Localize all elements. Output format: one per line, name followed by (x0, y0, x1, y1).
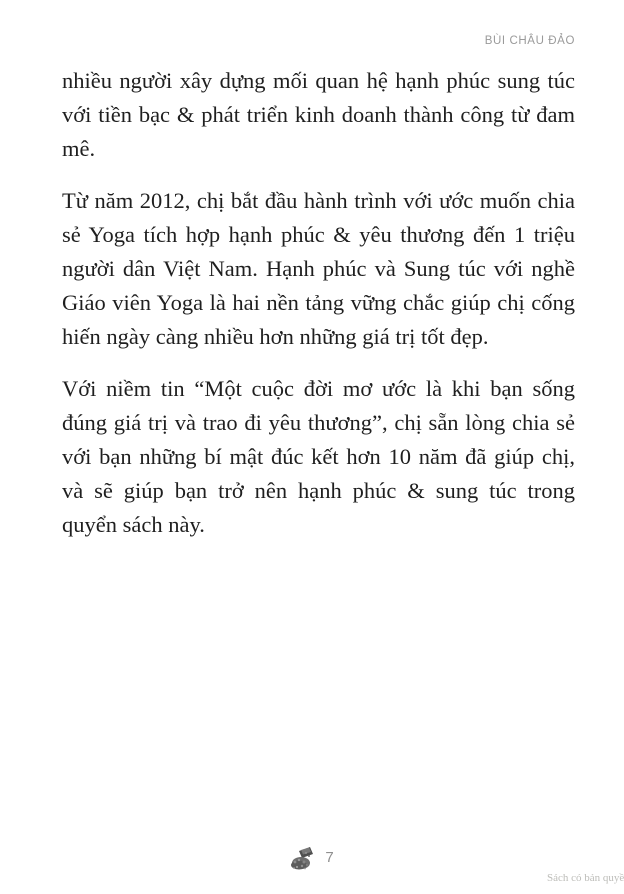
running-header: BÙI CHÂU ĐẢO (484, 35, 575, 47)
body-paragraph: Với niềm tin “Một cuộc đời mơ ước là khi bạn sống đúng giá trị và trao đi yêu thương”, chị sẵn lòng chia sẻ với bạn những bí mật đúc kết hơn 10 năm đã giúp chị, và sẽ giúp bạn trở nên hạnh phúc & sung túc trong quyển sách này. (62, 376, 575, 537)
page-footer (0, 842, 624, 872)
copyright-watermark: Sách có bản quyề (547, 872, 624, 884)
body-paragraph: Từ năm 2012, chị bắt đầu hành trình với ước muốn chia sẻ Yoga tích hợp hạnh phúc & yêu thương đến 1 triệu người dân Việt Nam. Hạnh phúc và Sung túc với nghề Giáo viên Yoga là hai nền tảng vững chắc giúp chị cống hiến ngày càng nhiều hơn những giá trị tốt đẹp. (62, 188, 575, 349)
page-number: 7 (325, 848, 334, 866)
body-paragraph: nhiều người xây dựng mối quan hệ hạnh phúc sung túc với tiền bạc & phát triển kinh doanh thành công từ đam mê. (62, 68, 575, 161)
frog-ornament-icon (290, 844, 316, 871)
page-body (62, 64, 575, 560)
